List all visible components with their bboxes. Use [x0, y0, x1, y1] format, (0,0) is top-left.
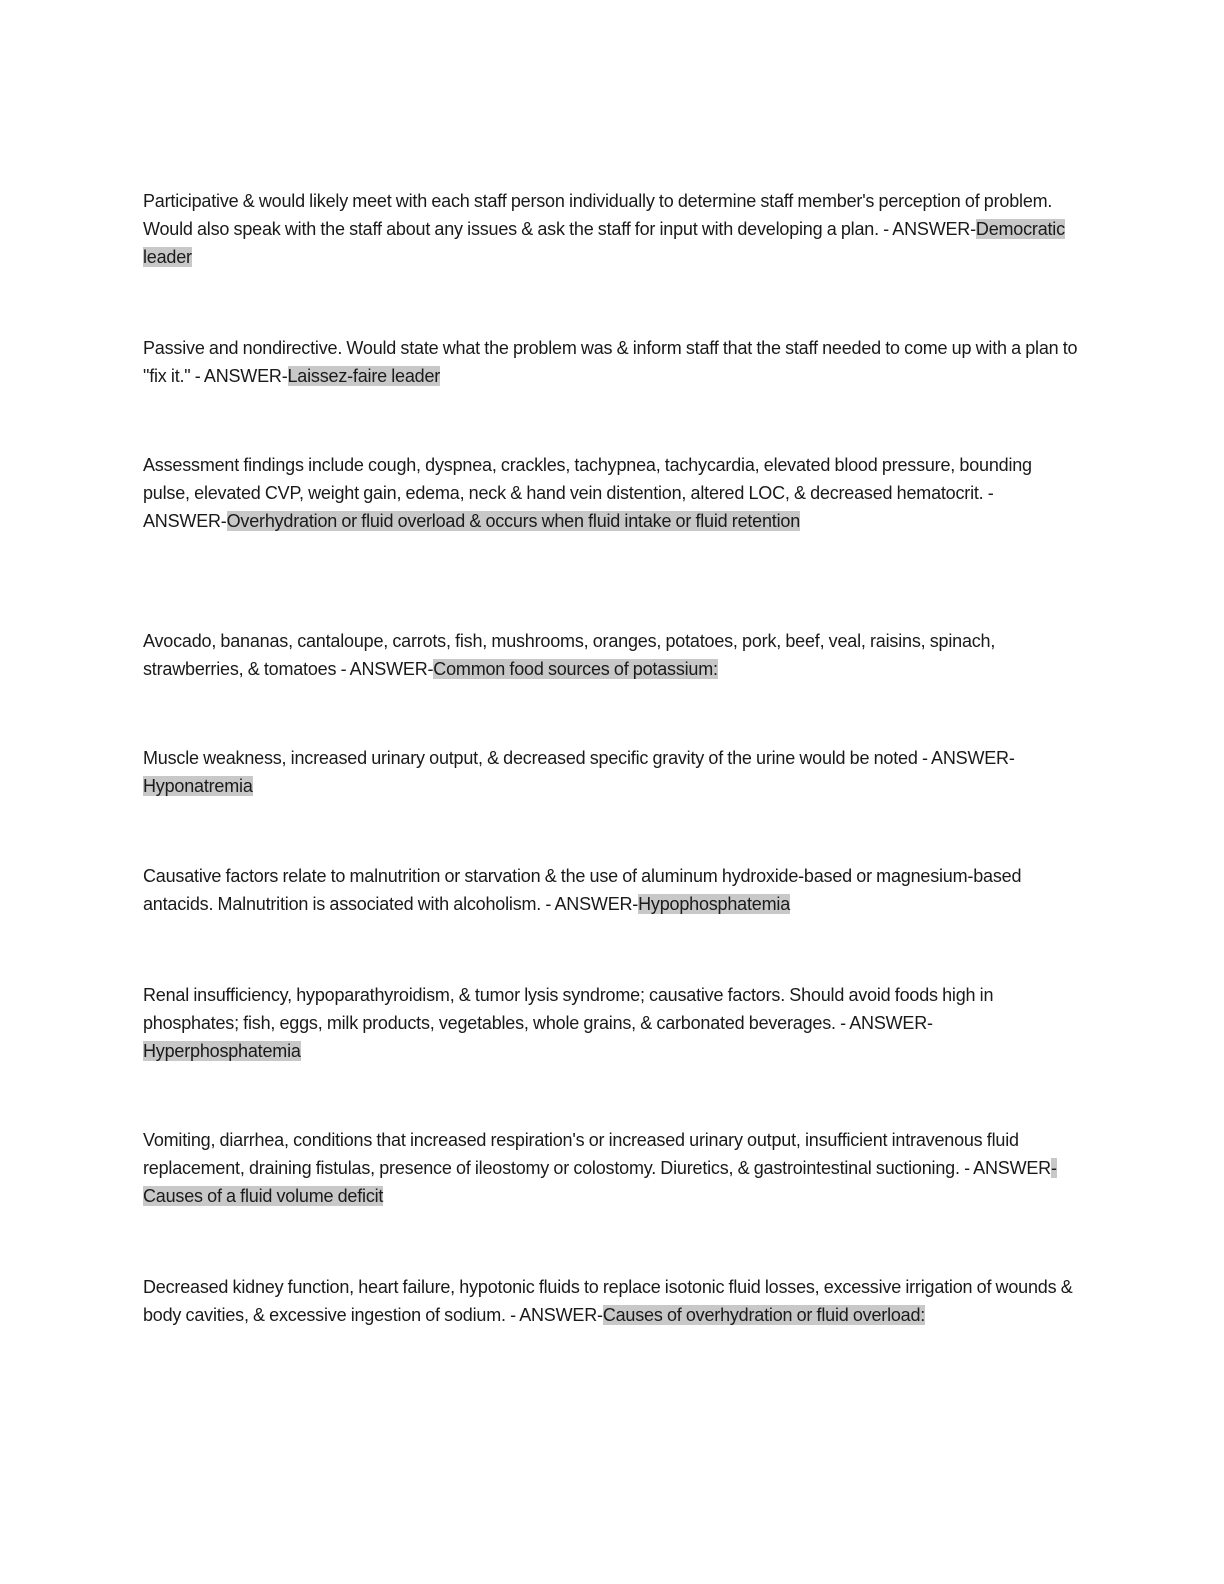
qa-entry-4 — [143, 627, 1078, 683]
question-text: Avocado, bananas, cantaloupe, carrots, fish, mushrooms, oranges, potatoes, pork, beef, veal, raisins, spinach, strawberries, & tomatoes — [143, 631, 996, 679]
question-text: Muscle weakness, increased urinary output, & decreased specific gravity of the urine would be noted — [143, 748, 918, 768]
question-text: Causative factors relate to malnutrition or starvation & the use of aluminum hydroxide-based or magnesium-based antacids. Malnutrition is associated with alcoholism. — [143, 866, 1022, 914]
answer-separator: - ANSWER- — [143, 483, 994, 531]
answer-highlight: Democratic leader — [143, 219, 1065, 267]
answer-highlight: Laissez-faire leader — [287, 366, 441, 386]
question-text: Renal insufficiency, hypoparathyroidism, & tumor lysis syndrome; causative factors. Should avoid foods high in phosphates; fish, eggs, milk products, vegetables, whole grains, & carbonated beverages. — [143, 985, 994, 1033]
answer-highlight: Hyponatremia — [143, 776, 253, 796]
answer-separator: - ANSWER- — [505, 1305, 603, 1325]
qa-entry-1 — [143, 187, 1078, 271]
question-text: Participative & would likely meet with each staff person individually to determine staff member's perception of problem. Would also speak with the staff about any issues & ask the staff for input with developing a plan. — [143, 191, 1053, 239]
qa-entry-7 — [143, 981, 1078, 1065]
answer-highlight: Overhydration or fluid overload & occurs when fluid intake or fluid retention — [226, 511, 801, 531]
qa-entry-6 — [143, 862, 1078, 918]
answer-separator: - ANSWER- — [917, 748, 1015, 768]
qa-entry-9 — [143, 1273, 1078, 1329]
answer-separator: - ANSWER- — [336, 659, 434, 679]
answer-highlight: Hypophosphatemia — [638, 894, 791, 914]
answer-separator: - ANSWER- — [878, 219, 976, 239]
answer-separator: - ANSWER- — [835, 1013, 933, 1033]
question-text: Assessment findings include cough, dyspnea, crackles, tachypnea, tachycardia, elevated blood pressure, bounding pulse, elevated CVP, weight gain, edema, neck & hand vein distention, altered LOC, & decreased hematocrit. — [143, 455, 1032, 503]
answer-highlight: Hyperphosphatemia — [143, 1041, 301, 1061]
question-text: Decreased kidney function, heart failure, hypotonic fluids to replace isotonic fluid losses, excessive irrigation of wounds & body cavities, & excessive ingestion of sodium. — [143, 1277, 1073, 1325]
qa-entry-5 — [143, 744, 1078, 800]
question-text: Passive and nondirective. Would state what the problem was & inform staff that the staff needed to come up with a plan to "fix it." — [143, 338, 1078, 386]
qa-entry-2 — [143, 334, 1078, 390]
answer-separator: - ANSWER — [959, 1158, 1051, 1178]
answer-separator: - ANSWER- — [190, 366, 288, 386]
answer-highlight: Causes of overhydration or fluid overload: — [602, 1305, 926, 1325]
answer-highlight: -Causes of a fluid volume deficit — [143, 1158, 1057, 1206]
answer-separator: - ANSWER- — [541, 894, 639, 914]
qa-entry-3 — [143, 451, 1078, 535]
qa-entry-8 — [143, 1126, 1078, 1210]
question-text: Vomiting, diarrhea, conditions that increased respiration's or increased urinary output, insufficient intravenous fluid replacement, draining fistulas, presence of ileostomy or colostomy. Diuretics, & gastrointestinal suctioning. — [143, 1130, 1019, 1178]
answer-highlight: Common food sources of potassium: — [433, 659, 718, 679]
